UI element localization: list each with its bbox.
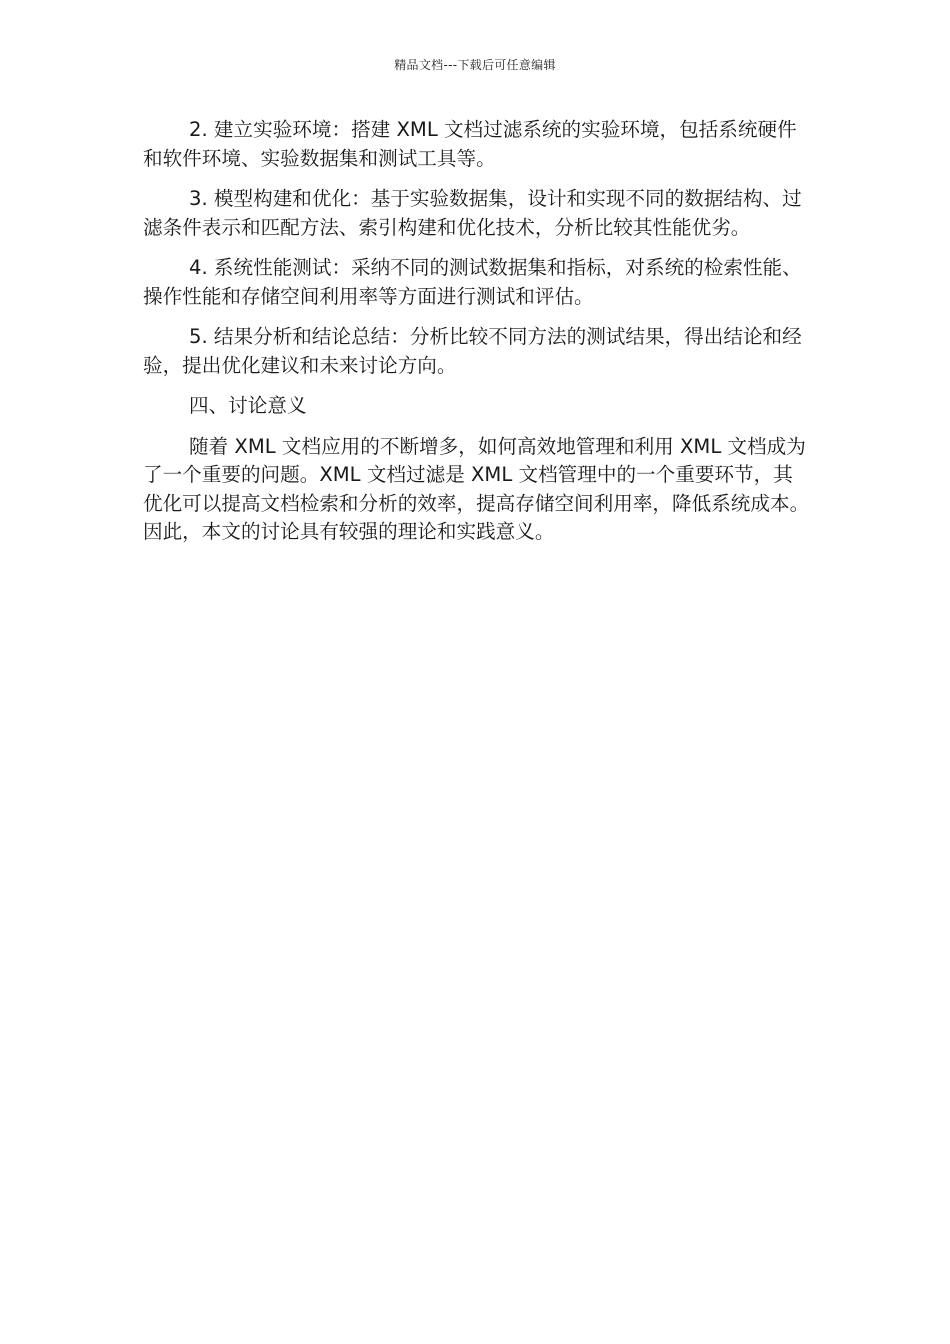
paragraph-step-4: 4. 系统性能测试：采纳不同的测试数据集和指标，对系统的检索性能、操作性能和存储空间利用率等方面进行测试和评估。	[143, 256, 802, 308]
document-body	[143, 116, 811, 559]
paragraph-step-5: 5. 结果分析和结论总结：分析比较不同方法的测试结果，得出结论和经验，提出优化建议和未来讨论方向。	[143, 325, 802, 377]
section-heading: 四、讨论意义	[189, 394, 307, 417]
paragraph-step-2: 2. 建立实验环境：搭建 XML 文档过滤系统的实验环境，包括系统硬件和软件环境、实验数据集和测试工具等。	[143, 118, 797, 170]
page-header: 精品文档---下载后可任意编辑	[394, 58, 556, 72]
paragraph-significance: 随着 XML 文档应用的不断增多，如何高效地管理和利用 XML 文档成为了一个重要的问题。XML 文档过滤是 XML 文档管理中的一个重要环节，其优化可以提高文档检索和分析的效率，提高存储空间利用率，降低系统成本。因此，本文的讨论具有较强的理论和实践意义。	[143, 434, 810, 543]
paragraph-step-3: 3. 模型构建和优化：基于实验数据集，设计和实现不同的数据结构、过滤条件表示和匹配方法、索引构建和优化技术，分析比较其性能优劣。	[143, 187, 802, 239]
